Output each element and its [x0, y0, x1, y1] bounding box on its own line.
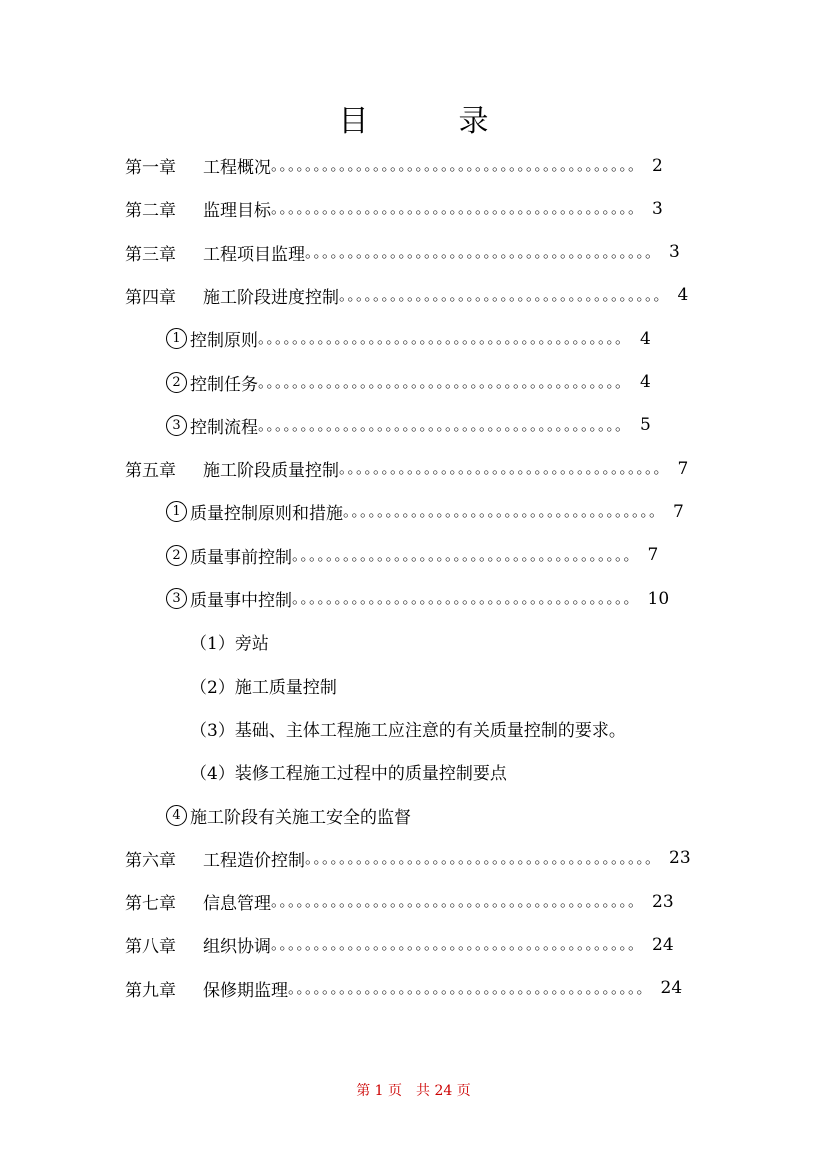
toc-entry-text: （2）施工质量控制	[190, 677, 337, 698]
toc-entry[interactable]	[125, 274, 689, 317]
chapter-number: 第一章	[125, 158, 176, 178]
leader-dots: 。。。。。。。。。。。。。。。。。。。。。。。。。。。。。。。。。。。。。。。。。。。	[271, 156, 645, 174]
leader-dots: 。。。。。。。。。。。。。。。。。。。。。。。。。。。。。。。。。。。。。。。。。。。	[271, 935, 645, 954]
toc-entry-label	[190, 673, 337, 698]
chapter-number: 第四章	[125, 287, 176, 308]
toc-entry-text: 施工阶段进度控制	[203, 287, 339, 308]
page-number: 10	[647, 588, 670, 609]
toc-entry[interactable]	[190, 620, 680, 663]
toc-entry-text: 工程概况	[203, 158, 271, 178]
page-number: 5	[640, 415, 651, 436]
toc-entry[interactable]	[190, 750, 680, 793]
leader-dots: 。。。。。。。。。。。。。。。。。。。。。。。。。。。。。。。。。。。。。	[343, 502, 666, 521]
toc-entry-label	[166, 326, 258, 351]
leader-dots: 。。。。。。。。。。。。。。。。。。。。。。。。。。。。。。。。。。。。。。	[339, 459, 670, 478]
leader-dots: 。。。。。。。。。。。。。。。。。。。。。。。。。。。。。。。。。。。。。。。。。。。	[258, 329, 632, 348]
toc-entry-text: 保修期监理	[203, 980, 288, 1001]
page-number: 23	[669, 848, 691, 869]
toc-entry-text: 工程项目监理	[203, 244, 305, 265]
circled-number: 3	[166, 415, 187, 436]
toc-entry-label	[125, 846, 305, 871]
page-number: 4	[640, 372, 651, 392]
page-number: 3	[669, 242, 680, 263]
leader-dots: 。。。。。。。。。。。。。。。。。。。。。。。。。。。。。。。。。。。。。。	[339, 285, 670, 304]
circled-number: 1	[166, 328, 187, 349]
toc-entry-label	[190, 716, 626, 741]
toc-entry-text: 监理目标	[203, 201, 271, 222]
toc-entry[interactable]	[166, 577, 670, 620]
toc-entry-label	[125, 283, 339, 308]
toc-entry-text: 工程造价控制	[203, 850, 305, 871]
toc-entry-label	[166, 543, 292, 568]
chapter-number: 第六章	[125, 850, 176, 871]
toc-entry[interactable]	[125, 837, 691, 880]
toc-entry[interactable]	[125, 187, 670, 230]
toc-entry-label	[125, 196, 271, 221]
toc-entry[interactable]	[125, 144, 670, 187]
toc-entry[interactable]	[166, 404, 670, 447]
toc-entry-label	[125, 976, 288, 1001]
toc-entry-text: 施工阶段有关施工安全的监督	[190, 807, 411, 828]
page-title: 目 录	[338, 104, 519, 139]
toc-entry[interactable]	[166, 534, 670, 577]
toc-entry[interactable]	[190, 664, 680, 707]
circled-number: 3	[166, 588, 187, 609]
toc-entry-text: 质量控制原则和措施	[190, 504, 343, 525]
chapter-number: 第八章	[125, 937, 176, 958]
toc-entry[interactable]	[166, 794, 670, 837]
page-number: 24	[660, 978, 683, 999]
toc-entry-text: 控制原则	[190, 331, 258, 352]
toc-entry-label	[190, 759, 507, 784]
toc-entry-label	[125, 456, 339, 481]
page-number: 7	[677, 458, 689, 479]
toc-entry-label	[125, 932, 271, 957]
page-number: 7	[647, 545, 659, 566]
chapter-number: 第三章	[125, 244, 176, 265]
circled-number: 1	[166, 501, 187, 522]
toc-entry-label	[125, 153, 271, 178]
toc-entry-label	[190, 629, 269, 654]
page-number: 23	[652, 891, 674, 912]
toc-entry-label	[166, 413, 258, 438]
toc-entry[interactable]	[125, 231, 680, 274]
page-number: 4	[640, 328, 651, 349]
toc-entry-text: 组织协调	[203, 937, 271, 958]
leader-dots: 。。。。。。。。。。。。。。。。。。。。。。。。。。。。。。。。。。。。。。。。。	[305, 848, 662, 867]
toc-entry-text: 质量事前控制	[190, 547, 292, 568]
toc-entry[interactable]	[125, 967, 683, 1010]
leader-dots: 。。。。。。。。。。。。。。。。。。。。。。。。。。。。。。。。。。。。。。。。	[292, 545, 640, 564]
toc-entry[interactable]	[190, 707, 680, 750]
toc-entry[interactable]	[166, 361, 670, 404]
toc-entry[interactable]	[125, 923, 674, 966]
toc-entry[interactable]	[125, 880, 674, 923]
page-number: 2	[652, 155, 663, 176]
circled-number: 4	[166, 805, 187, 826]
chapter-number: 第五章	[125, 461, 176, 482]
leader-dots: 。。。。。。。。。。。。。。。。。。。。。。。。。。。。。。。。。。。。。。。。。。。	[271, 892, 645, 911]
toc-entry-label	[125, 889, 271, 914]
leader-dots: 。。。。。。。。。。。。。。。。。。。。。。。。。。。。。。。。。。。。。。。。	[292, 589, 640, 607]
circled-number: 2	[166, 545, 187, 566]
page-number: 4	[677, 285, 689, 306]
toc-entry-text: （3）基础、主体工程施工应注意的有关质量控制的要求。	[190, 720, 626, 741]
toc-entry-label	[166, 370, 258, 395]
leader-dots: 。。。。。。。。。。。。。。。。。。。。。。。。。。。。。。。。。。。。。。。。。。。	[258, 372, 632, 391]
leader-dots: 。。。。。。。。。。。。。。。。。。。。。。。。。。。。。。。。。。。。。。。。。。。	[271, 199, 645, 218]
toc-entry-text: （4）装修工程施工过程中的质量控制要点	[190, 764, 507, 785]
page-footer: 第 1 页 共 24 页	[356, 1083, 471, 1099]
page-number: 24	[652, 934, 674, 955]
toc-entry[interactable]	[166, 317, 670, 360]
toc-entry-text: 控制任务	[190, 374, 258, 395]
toc-entry-label	[166, 586, 292, 611]
toc-entry-label	[166, 499, 343, 524]
toc-entry-label	[125, 240, 305, 265]
toc-entry-text: （1）旁站	[190, 634, 269, 655]
leader-dots: 。。。。。。。。。。。。。。。。。。。。。。。。。。。。。。。。。。。。。。。。。。。	[258, 415, 632, 434]
chapter-number: 第九章	[125, 980, 176, 1001]
chapter-number: 第二章	[125, 201, 176, 222]
chapter-number: 第七章	[125, 894, 176, 915]
leader-dots: 。。。。。。。。。。。。。。。。。。。。。。。。。。。。。。。。。。。。。。。。。。	[288, 978, 653, 997]
leader-dots: 。。。。。。。。。。。。。。。。。。。。。。。。。。。。。。。。。。。。。。。。。	[305, 242, 662, 261]
toc-entry-text: 控制流程	[190, 417, 258, 438]
page-number: 7	[673, 501, 684, 522]
toc-entry-text: 质量事中控制	[190, 591, 292, 611]
page-number: 3	[652, 198, 663, 219]
toc-entry[interactable]	[125, 447, 689, 490]
toc-entry-text: 信息管理	[203, 894, 271, 915]
toc-entry[interactable]	[166, 490, 684, 533]
circled-number: 2	[166, 372, 187, 393]
toc-entry-text: 施工阶段质量控制	[203, 461, 339, 482]
toc-entry-label	[166, 803, 411, 828]
